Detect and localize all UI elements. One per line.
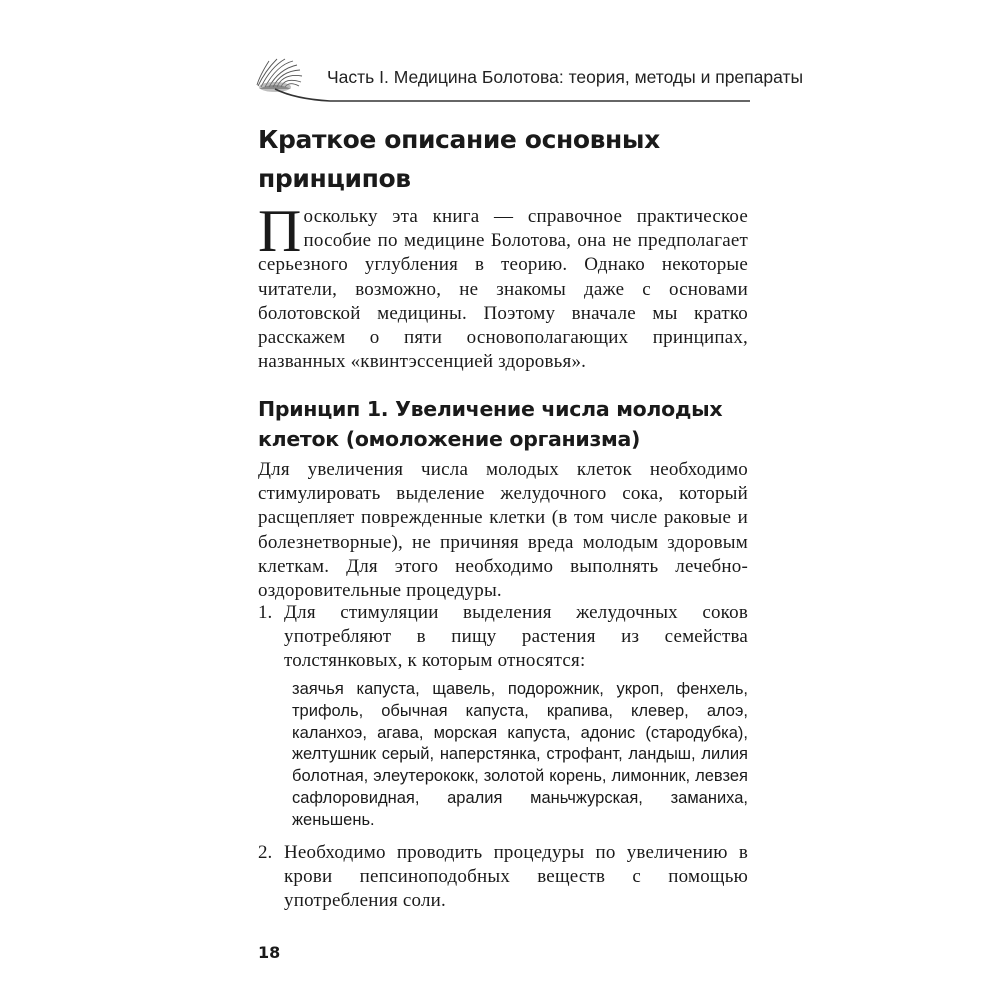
plant-list: заячья капуста, щавель, подорожник, укроп, фенхель, трифоль, обычная капуста, крапива, клевер, алоэ, каланхоэ, агава, морская капуста, адонис (стародубка), желтушник серый, наперстянка, строфант, ландыш, лилия болотная, элеутерококк, золотой корень, лимонник, левзея сафлоровидная, аралия маньчжурская, заманиха, женьшень.	[292, 680, 748, 829]
list-item	[258, 601, 748, 674]
list-item-text: Для стимуляции выделения желудочных соков употребляют в пищу растения из семейства толстянковых, к которым относятся:	[284, 602, 748, 672]
page-number: 18	[258, 943, 281, 962]
running-title: Часть I. Медицина Болотова: теория, методы и препараты	[327, 67, 804, 87]
header-rule	[255, 85, 750, 105]
intro-paragraph	[258, 198, 748, 374]
principle-paragraph: Для увеличения числа молодых клеток необходимо стимулировать выделение желудочного сока, который расщепляет поврежденные клетки (в том числе раковые и болезнетворные), не причиняя вреда молодым здоровым клеткам. Для этого необходимо выполнять лечебно-оздоровительные процедуры.	[258, 459, 748, 602]
running-header	[255, 55, 804, 100]
list-item	[258, 841, 748, 914]
principle-title: Принцип 1. Увеличение числа молодых клеток (омоложение организма)	[258, 397, 723, 451]
drop-cap: П	[258, 198, 302, 264]
list-item-number: 2.	[258, 842, 273, 863]
list-item-text: Необходимо проводить процедуры по увеличению в крови пепсиноподобных веществ с помощью употребления соли.	[284, 842, 748, 912]
section-title: Краткое описание основных принципов	[258, 125, 660, 193]
intro-text: оскольку эта книга — справочное практическое пособие по медицине Болотова, она не предполагает серьезного углубления в теорию. Однако некоторые читатели, возможно, не знакомы даже с основами болотовской медицины. Поэтому вначале мы кратко расскажем о пяти основополагающих принципах, названных «квинтэссенцией здоровья».	[258, 206, 748, 373]
list-item-number: 1.	[258, 602, 273, 623]
